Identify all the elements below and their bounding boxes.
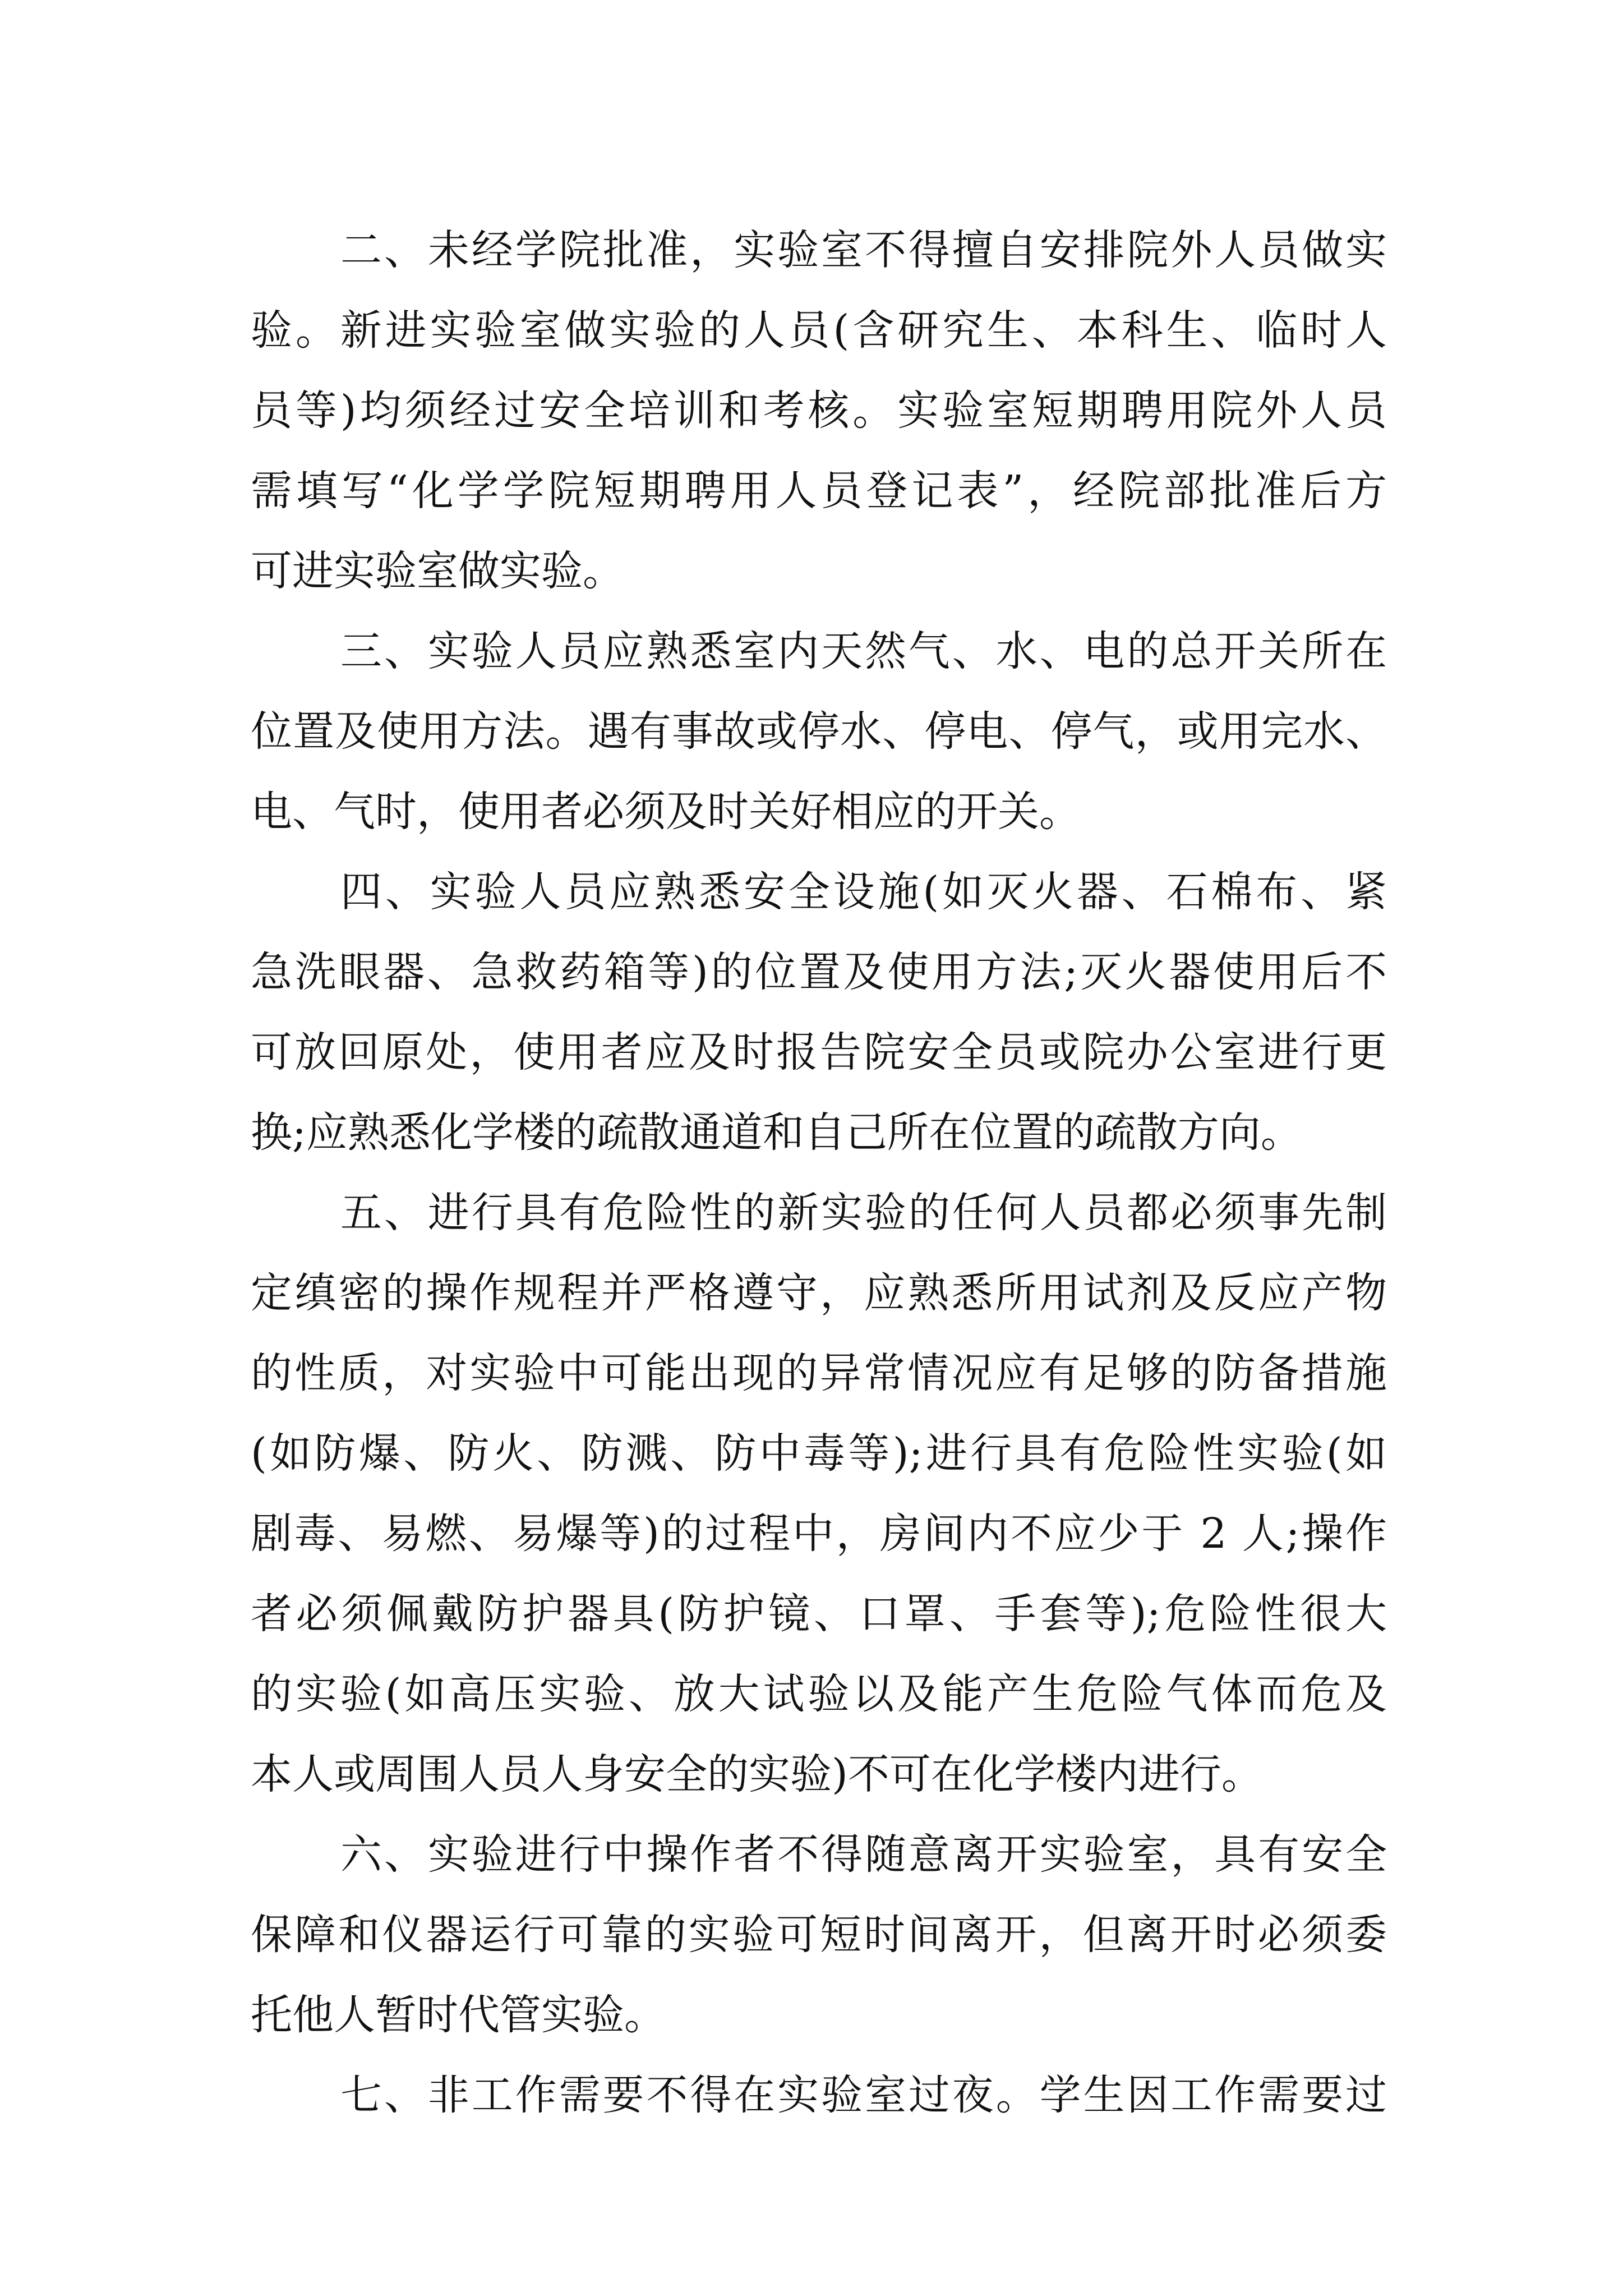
- text-line: 位置及使用方法。遇有事故或停水、停电、停气，或用完水、: [251, 707, 1387, 756]
- text-line: 六、实验进行中操作者不得随意离开实验室，具有安全: [340, 1830, 1387, 1879]
- text-line: 换;应熟悉化学楼的疏散通道和自己所在位置的疏散方向。: [251, 1108, 1302, 1157]
- text-line: 可放回原处，使用者应及时报告院安全员或院办公室进行更: [251, 1028, 1387, 1076]
- clause-paragraph-2: [251, 210, 1387, 611]
- text-line: 本人或周围人员人身安全的实验)不可在化学楼内进行。: [251, 1750, 1263, 1798]
- text-line: 四、实验人员应熟悉安全设施(如灭火器、石棉布、紧: [340, 868, 1387, 916]
- text-line: 者必须佩戴防护器具(防护镜、口罩、手套等);危险性很大: [251, 1590, 1387, 1638]
- text-line: 保障和仪器运行可靠的实验可短时间离开，但离开时必须委: [251, 1911, 1387, 1959]
- text-line: 验。新进实验室做实验的人员(含研究生、本科生、临时人: [251, 306, 1387, 355]
- clause-paragraph-5: [251, 1173, 1387, 1815]
- text-line: 定缜密的操作规程并严格遵守，应熟悉所用试剂及反应产物: [251, 1269, 1387, 1317]
- text-line: 二、未经学院批准，实验室不得擅自安排院外人员做实: [340, 226, 1387, 274]
- clause-paragraph-7: [251, 2055, 1387, 2136]
- text-line: 五、进行具有危险性的新实验的任何人员都必须事先制: [340, 1189, 1387, 1237]
- text-line: 的实验(如高压实验、放大试验以及能产生危险气体而危及: [251, 1670, 1387, 1718]
- text-line: 急洗眼器、急救药箱等)的位置及使用方法;灭火器使用后不: [251, 948, 1387, 996]
- text-line: 剧毒、易燃、易爆等)的过程中，房间内不应少于 2 人;操作: [251, 1510, 1387, 1558]
- clause-paragraph-6: [251, 1815, 1387, 2055]
- text-line: 七、非工作需要不得在实验室过夜。学生因工作需要过: [340, 2071, 1387, 2119]
- text-line: 电、气时，使用者必须及时关好相应的开关。: [251, 788, 1081, 836]
- text-line: 托他人暂时代管实验。: [251, 1991, 666, 2039]
- text-line: 三、实验人员应熟悉室内天然气、水、电的总开关所在: [340, 627, 1387, 675]
- text-line: 员等)均须经过安全培训和考核。实验室短期聘用院外人员: [251, 386, 1387, 435]
- text-line: (如防爆、防火、防溅、防中毒等);进行具有危险性实验(如: [251, 1429, 1387, 1478]
- text-line: 需填写“化学学院短期聘用人员登记表”，经院部批准后方: [251, 467, 1387, 515]
- clause-paragraph-3: [251, 611, 1387, 852]
- clause-paragraph-4: [251, 852, 1387, 1173]
- document-body: [251, 210, 1387, 2136]
- text-line: 的性质，对实验中可能出现的异常情况应有足够的防备措施: [251, 1349, 1387, 1397]
- text-line: 可进实验室做实验。: [251, 547, 624, 595]
